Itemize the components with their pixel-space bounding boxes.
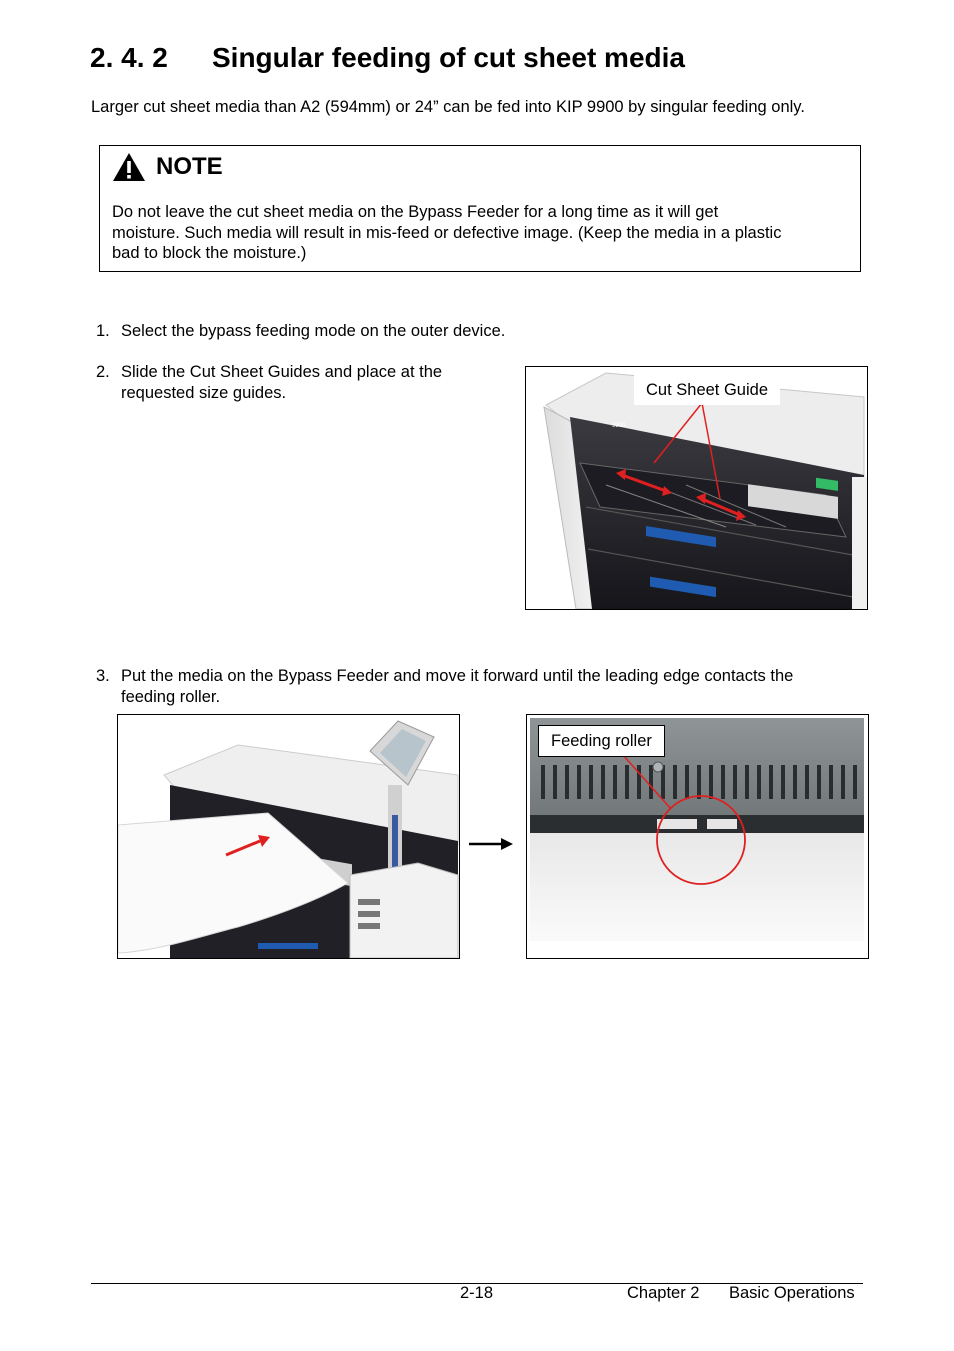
step-3 xyxy=(96,666,866,707)
step-text: Slide the Cut Sheet Guides and place at the xyxy=(121,363,443,381)
step-text: Select the bypass feeding mode on the outer device. xyxy=(121,322,506,340)
step-number: 1. xyxy=(96,322,110,340)
footer-chapter-title: Basic Operations xyxy=(729,1284,855,1302)
cut-sheet-guide-label: Cut Sheet Guide xyxy=(634,375,780,405)
note-text xyxy=(112,202,852,264)
step-text: Put the media on the Bypass Feeder and move it forward until the leading edge contacts the xyxy=(121,667,794,685)
warning-icon xyxy=(112,152,146,182)
step-text: requested size guides. xyxy=(121,383,287,402)
step-text: feeding roller. xyxy=(121,687,221,706)
feeding-roller-label: Feeding roller xyxy=(538,725,665,757)
section-number: 2. 4. 2 xyxy=(90,42,168,73)
intro-paragraph: Larger cut sheet media than A2 (594mm) or 24” can be fed into KIP 9900 by singular feeding only. xyxy=(91,98,805,116)
printer-model-text: 9900 xyxy=(612,423,626,429)
step-1 xyxy=(96,321,856,342)
note-title: NOTE xyxy=(156,153,223,180)
note-line: Do not leave the cut sheet media on the Bypass Feeder for a long time as it will get xyxy=(112,203,719,221)
media-feed-illustration xyxy=(118,715,459,958)
note-header xyxy=(112,152,223,182)
footer-chapter: Chapter 2 xyxy=(627,1284,700,1302)
section-heading xyxy=(90,42,685,74)
note-line: bad to block the moisture.) xyxy=(112,244,307,262)
media-placement-photo xyxy=(117,714,460,959)
right-arrow-icon xyxy=(469,836,515,852)
note-line: moisture. Such media will result in mis-feed or defective image. (Keep the media in a plastic xyxy=(112,223,782,242)
step-2 xyxy=(96,362,496,403)
step-number: 2. xyxy=(96,363,110,381)
feeding-roller-photo xyxy=(526,714,869,959)
section-title: Singular feeding of cut sheet media xyxy=(212,42,685,73)
page-number: 2-18 xyxy=(460,1284,494,1302)
step-number: 3. xyxy=(96,667,110,685)
cut-sheet-guide-photo xyxy=(525,366,868,610)
